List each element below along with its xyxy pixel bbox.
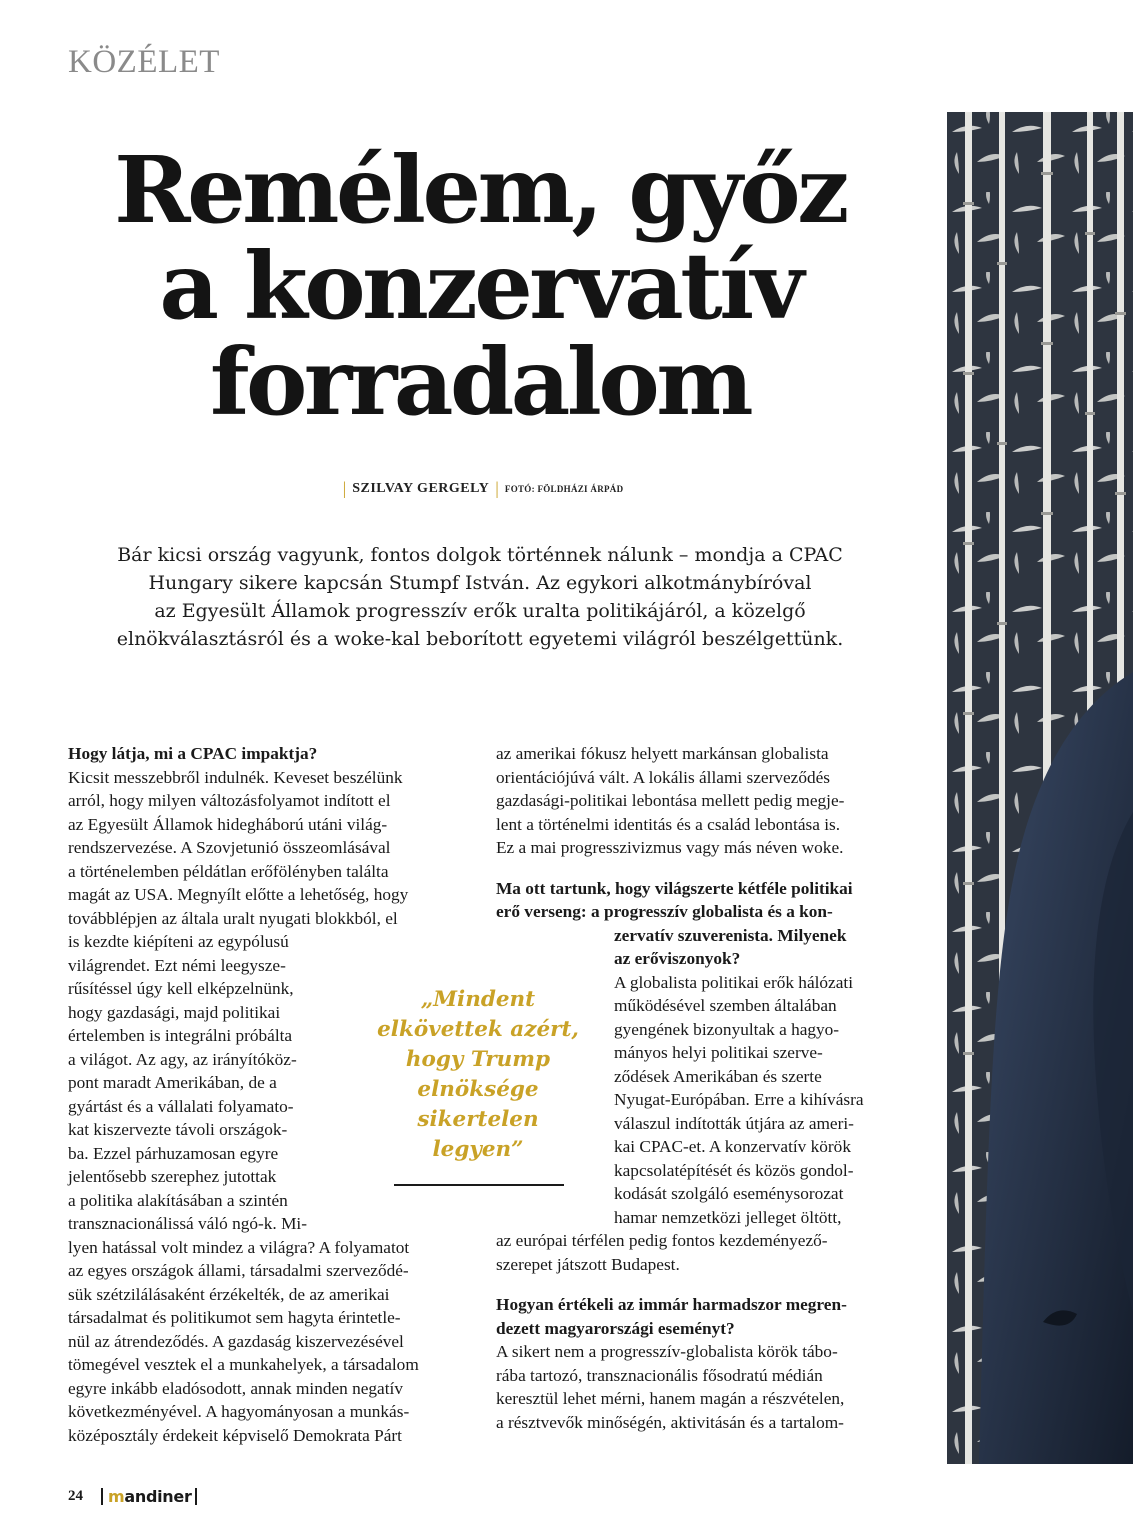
body-line: következményével. A hagyományosan a munkás-: [68, 1402, 410, 1421]
body-line: ba. Ezzel párhuzamosan egyre: [68, 1143, 279, 1163]
body-line: ződések Amerikában és szerte: [614, 1066, 822, 1086]
body-line: orientációjúvá vált. A lokális állami szerveződés: [496, 767, 830, 787]
body-line: hogy gazdasági, majd politikai: [68, 1002, 281, 1022]
body-line: arról, hogy milyen változásfolyamot indított el: [68, 791, 391, 810]
body-line: középosztály érdekeit képviselő Demokrata Párt: [68, 1425, 402, 1445]
section-label: KÖZÉLET: [68, 44, 220, 80]
body-line: az európai térfélen pedig fontos kezdeményező-: [496, 1231, 828, 1250]
body-line: jelentősebb szerephez jutottak: [68, 1167, 277, 1186]
lead-line: Bár kicsi ország vagyunk, fontos dolgok történnek nálunk – mondja a CPAC: [117, 544, 843, 566]
body-line: tömegével vesztek el a munkahelyek, a társadalom: [68, 1355, 419, 1374]
title-line: Remélem, győz: [114, 136, 846, 244]
page-number: 24: [68, 1488, 83, 1504]
body-line: az egyes országok állami, társadalmi szerveződé-: [68, 1261, 409, 1280]
body-line: is kezdte kiépíteni az egypólusú: [68, 932, 289, 951]
pull-quote-line: elnöksége: [417, 1077, 539, 1102]
body-line: nül az átrendeződés. A gazdaság kiszervezésével: [68, 1331, 404, 1351]
body-line: lent a történelmi identitás és a család lebontása is.: [496, 814, 841, 834]
body-line: értelemben is integrálni próbálta: [68, 1026, 293, 1045]
lead-line: Hungary sikere kapcsán Stumpf István. Az egykori alkotmánybíróval: [148, 572, 812, 594]
author-name: SZILVAY GERGELY: [352, 481, 490, 496]
body-line: kapcsolatépítését és közös gondol-: [614, 1160, 854, 1180]
body-line: transznacionálissá váló ngó-k. Mi-: [68, 1214, 307, 1233]
body-line: az amerikai fókusz helyett markánsan globalista: [496, 744, 829, 763]
body-line: kai CPAC-et. A konzervatív körök: [614, 1137, 851, 1156]
body-line: világrendet. Ezt némi leegysze-: [68, 955, 286, 975]
body-line: keresztül lehet mérni, hanem magán a részvételen,: [496, 1389, 845, 1408]
body-line: a történelemben példátlan erőfölényben találta: [68, 861, 389, 881]
body-line: a résztvevők minőségén, aktivitásán és a tartalom-: [496, 1412, 844, 1432]
body-line: A globalista politikai erők hálózati: [614, 972, 854, 992]
body-line: működésével szemben általában: [614, 996, 837, 1015]
lead-line: az Egyesült Államok progresszív erők uralta politikájáról, a közelgő: [154, 600, 806, 622]
pull-quote-rule: [394, 1184, 564, 1186]
body-line: lyen hatással volt mindez a világra? A folyamatot: [68, 1237, 410, 1257]
body-line: társadalmat és politikumot sem hagyta érintetle-: [68, 1308, 401, 1327]
title-line: a konzervatív: [159, 232, 801, 340]
interview-question: dezett magyarországi eseményt?: [496, 1318, 735, 1338]
body-line: sük szétzilálásaként érzékelték, de az amerikai: [68, 1284, 390, 1304]
body-line: gyengének bizonyultak a hagyo-: [614, 1019, 840, 1039]
interview-question: erő verseng: a progresszív globalista és a kon-: [496, 902, 833, 921]
body-line: kodását szolgáló eseménysorozat: [614, 1184, 844, 1203]
body-line: mányos helyi politikai szerve-: [614, 1043, 823, 1062]
body-line: rendszervezése. A Szovjetunió összeomlásával: [68, 838, 391, 857]
interview-question: Ma ott tartunk, hogy világszerte kétféle politikai: [496, 878, 853, 898]
body-line: a világot. Az agy, az irányítóköz-: [68, 1049, 297, 1069]
interview-question: az erőviszonyok?: [614, 949, 741, 968]
pull-quote-line: „Mindent: [420, 987, 536, 1012]
body-line: a politika alakításában a szintén: [68, 1190, 288, 1210]
lead-line: elnökválasztásról és a woke-kal beborított egyetemi világról beszélgettünk.: [116, 628, 844, 650]
magazine-logo: mandiner: [101, 1488, 197, 1505]
title-line: forradalom: [209, 328, 751, 436]
body-line: továbblépjen az általa uralt nyugati blokkból, el: [68, 908, 398, 928]
body-line: hamar nemzetközi jelleget öltött,: [614, 1207, 842, 1227]
body-line: válaszul indították útjára az ameri-: [614, 1113, 854, 1133]
body-line: Nyugat-Európában. Erre a kihívásra: [614, 1090, 864, 1109]
pull-quote-line: sikertelen: [417, 1107, 539, 1132]
byline-divider: |: [342, 478, 347, 498]
pull-quote-line: hogy Trump: [405, 1047, 551, 1072]
body-line: az Egyesült Államok hidegháború utáni világ-: [68, 814, 388, 834]
body-line: pont maradt Amerikában, de a: [68, 1073, 277, 1092]
body-line: kat kiszervezte távoli országok-: [68, 1120, 288, 1139]
interview-question: zervatív szuverenista. Milyenek: [614, 925, 847, 945]
body-line: Kicsit messzebbről indulnék. Keveset beszélünk: [68, 767, 403, 787]
byline-divider: |: [495, 478, 499, 498]
body-line: rűsítéssel úgy kell elképzelnünk,: [68, 979, 294, 998]
page-footer: [68, 1488, 197, 1505]
interview-question: Hogy látja, mi a CPAC impaktja?: [68, 744, 318, 763]
portrait-photo: [947, 112, 1133, 1464]
body-line: gazdasági-politikai lebontása mellett pedig megje-: [496, 791, 845, 810]
pull-quote-line: legyen”: [432, 1137, 524, 1162]
pull-quote: [360, 985, 596, 1165]
pull-quote-line: elkövettek azért,: [377, 1017, 579, 1042]
body-line: szerepet játszott Budapest.: [496, 1254, 680, 1274]
byline: [200, 478, 760, 499]
article-title: [60, 136, 900, 436]
lead-paragraph: [90, 541, 870, 653]
interview-question: Hogyan értékeli az immár harmadszor megren-: [496, 1295, 847, 1314]
body-line: egyre inkább eladósodott, annak minden negatív: [68, 1378, 403, 1398]
body-line: rába tartozó, transznacionális fősodratú médián: [496, 1365, 823, 1385]
body-line: A sikert nem a progresszív-globalista körök tábo-: [496, 1342, 838, 1361]
body-line: Ez a mai progresszivizmus vagy más néven woke.: [496, 838, 844, 857]
photo-credit: FOTÓ: FÖLDHÁZI ÁRPÁD: [504, 484, 624, 494]
body-line: gyártást és a vállalati folyamato-: [68, 1096, 294, 1116]
body-line: magát az USA. Megnyílt előtte a lehetőség, hogy: [68, 885, 409, 904]
